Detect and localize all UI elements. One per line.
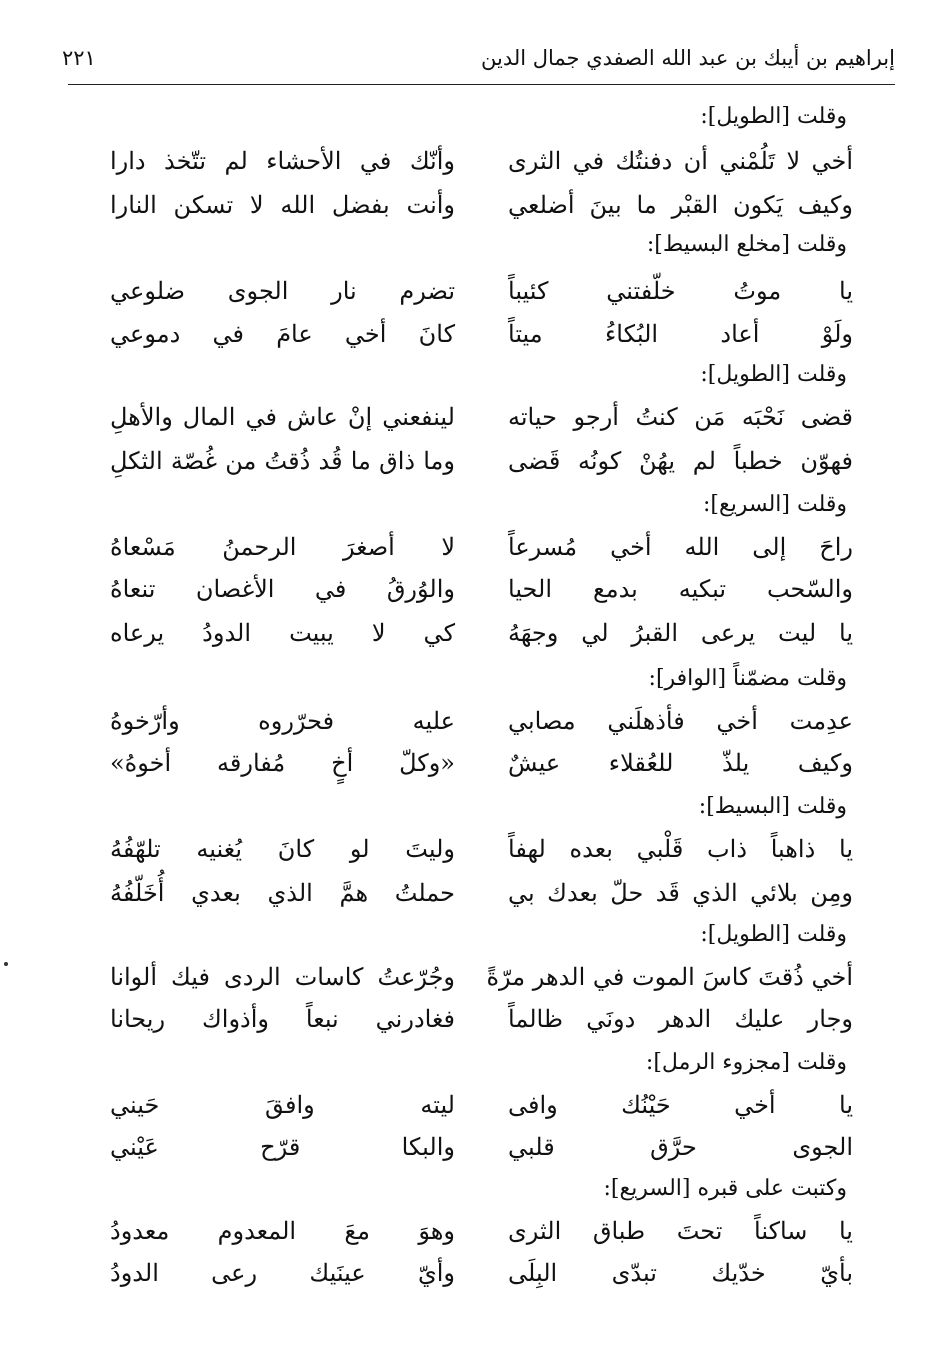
verse-first-hemistich: يا أخي حَيْنُك وافى (508, 1091, 853, 1119)
section-intro: وكتبت على قبره [السريع]: (603, 1176, 847, 1201)
verse-second-hemistich: وهوَ معَ المعدوم معدودُ (110, 1217, 455, 1245)
verse-second-hemistich: كي لا يبيت الدودُ يرعاه (110, 619, 455, 647)
verse-first-hemistich: وجار عليك الدهر دونَي ظالماً (508, 1005, 853, 1033)
section-intro: وقلت [الطويل]: (700, 922, 847, 947)
verse-first-hemistich: أخي ذُقتَ كاسَ الموت في الدهر مرّةً (486, 963, 853, 991)
verse-second-hemistich: حملتُ همَّ الذي بعدي أُخَلّفُهُ (110, 879, 455, 907)
section-intro: وقلت [الطويل]: (700, 104, 847, 129)
verse-first-hemistich: عدِمت أخي فأذهلَني مصابي (508, 707, 853, 735)
header-title: إبراهيم بن أيبك بن عبد الله الصفدي جمال الدين (481, 46, 895, 70)
verse-first-hemistich: الجوى حرَّق قلبي (508, 1133, 853, 1161)
section-intro: وقلت [مخلع البسيط]: (646, 232, 847, 257)
verse-first-hemistich: والسّحب تبكيه بدمع الحيا (508, 575, 853, 603)
running-header (62, 38, 895, 78)
scan-speck (4, 962, 8, 966)
header-rule (68, 84, 895, 85)
verse-second-hemistich: وما ذاق ما قُد ذُقتُ من غُصّة الثكلِ (110, 447, 455, 475)
verse-second-hemistich: فغادرني نبعاً وأذواك ريحانا (110, 1005, 455, 1033)
verse-second-hemistich: والبكا قرّح عَيْني (110, 1133, 455, 1161)
verse-second-hemistich: وليتَ لو كانَ يُغنيه تلهّفُهُ (110, 835, 455, 863)
verse-first-hemistich: قضى نَحْبَه مَن كنتُ أرجو حياته (508, 403, 853, 431)
verse-second-hemistich: وأنت بفضل الله لا تسكن النارا (110, 191, 455, 219)
verse-second-hemistich: والوُرقُ في الأغصان تنعاهُ (110, 575, 455, 603)
section-intro: وقلت [البسيط]: (698, 794, 847, 819)
verse-second-hemistich: ليته وافقَ حَيني (110, 1091, 455, 1119)
verse-first-hemistich: راحَ إلى الله أخي مُسرعاً (508, 533, 853, 561)
verse-first-hemistich: وكيف يلذّ للعُقلاء عيشٌ (508, 749, 853, 777)
verse-first-hemistich: فهوّن خطباً لم يهُنْ كونُه قَضى (508, 447, 853, 475)
verse-second-hemistich: وأنّك في الأحشاء لم تتّخذ دارا (110, 147, 455, 175)
verse-first-hemistich: يا ساكناً تحتَ طباق الثرى (508, 1217, 853, 1245)
section-intro: وقلت [السريع]: (702, 492, 847, 517)
verse-second-hemistich: عليه فحرّروه وأرّخوهُ (110, 707, 455, 735)
verse-first-hemistich: بأيّ خدّيك تبدّى البِلَى (508, 1259, 853, 1287)
section-intro: وقلت [مجزوء الرمل]: (645, 1050, 847, 1075)
verse-second-hemistich: «وكلّ أخٍ مُفارقه أخوهُ» (110, 749, 455, 777)
verse-second-hemistich: كانَ أخي عامَ في دموعي (110, 320, 455, 348)
section-intro: وقلت [الطويل]: (700, 362, 847, 387)
verse-second-hemistich: وجُرّعتُ كاسات الردى فيك ألوانا (110, 963, 455, 991)
verse-first-hemistich: يا ليت يرعى القبرُ لي وجهَهُ (508, 619, 853, 647)
verse-first-hemistich: أخي لا تَلُمْني أن دفنتُك في الثرى (508, 147, 853, 175)
verse-first-hemistich: يا ذاهباً ذاب قَلْبي بعده لهفاً (508, 835, 853, 863)
verse-first-hemistich: وكيف يَكون القبْر ما بينَ أضلعي (508, 191, 853, 219)
verse-second-hemistich: لا أصغرَ الرحمنُ مَسْعاهُ (110, 533, 455, 561)
verse-first-hemistich: يا موتُ خلّفتني كئيباً (508, 277, 853, 305)
verse-second-hemistich: تضرم نار الجوى ضلوعي (110, 277, 455, 305)
verse-first-hemistich: ولَوْ أعاد البُكاءُ ميتاً (508, 320, 853, 348)
page-number: ٢٢١ (62, 46, 96, 70)
verse-first-hemistich: ومِن بلائي الذي قَد حلّ بعدك بي (508, 879, 853, 907)
section-intro: وقلت مضمّناً [الوافر]: (648, 666, 847, 691)
verse-second-hemistich: لينفعني إنْ عاش في المال والأهلِ (110, 403, 455, 431)
verse-second-hemistich: وأيّ عينَيك رعى الدودُ (110, 1259, 455, 1287)
